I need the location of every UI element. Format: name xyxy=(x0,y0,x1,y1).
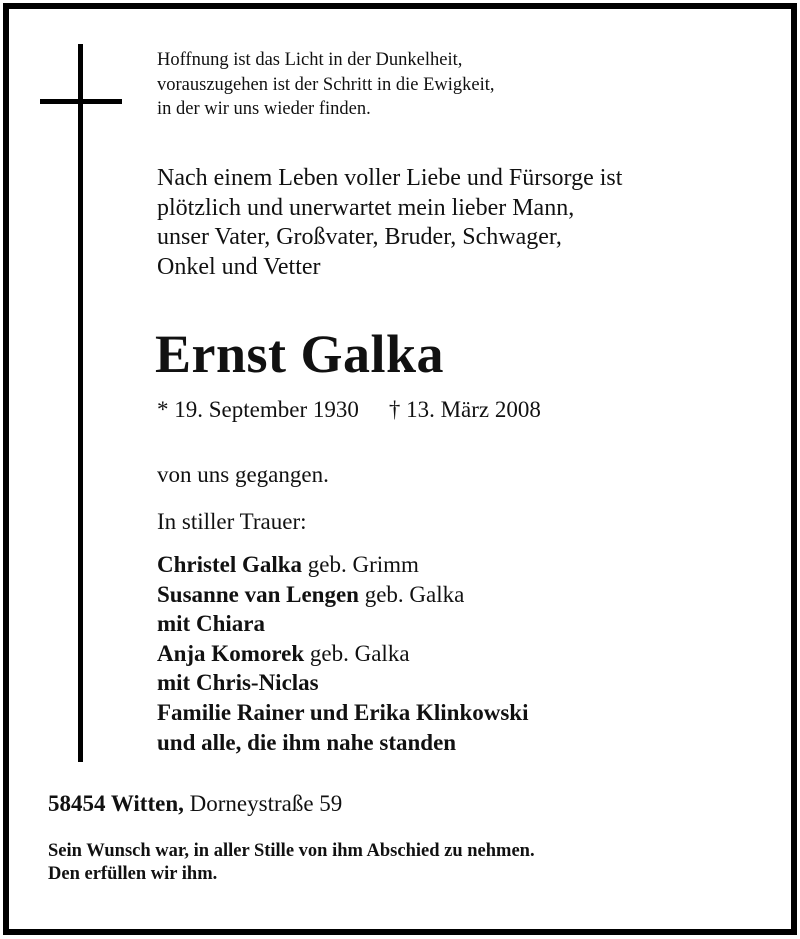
birth-date: * 19. September 1930 xyxy=(157,397,359,422)
farewell-wish xyxy=(48,840,535,886)
deceased-name: Ernst Galka xyxy=(155,324,445,384)
mourner-entry xyxy=(157,550,528,580)
cross-icon xyxy=(78,44,83,762)
mourner-entry xyxy=(157,580,528,610)
mourner-entry xyxy=(157,609,528,639)
mourner-name: Susanne van Lengen xyxy=(157,581,359,607)
address-city: 58454 Witten, xyxy=(48,791,184,816)
intro-line: unser Vater, Großvater, Bruder, Schwager, xyxy=(157,224,562,250)
mourner-maiden-name: geb. Galka xyxy=(304,640,410,666)
mourner-maiden-name: geb. Grimm xyxy=(302,552,419,577)
address xyxy=(48,790,342,818)
intro-line: Nach einem Leben voller Liebe und Fürsorge ist xyxy=(157,165,623,191)
motto-verse xyxy=(157,48,495,122)
motto-line: in der wir uns wieder finden. xyxy=(157,99,371,119)
motto-line: Hoffnung ist das Licht in der Dunkelheit, xyxy=(157,50,463,70)
mourner-name: mit Chiara xyxy=(157,611,265,637)
wish-line: Den erfüllen wir ihm. xyxy=(48,864,218,884)
wish-line: Sein Wunsch war, in aller Stille von ihm Abschied zu nehmen. xyxy=(48,841,535,861)
departed-text: von uns gegangen. xyxy=(157,462,329,487)
address-street: Dorneystraße 59 xyxy=(183,791,343,816)
cross-icon-bar xyxy=(40,99,122,104)
death-date: † 13. März 2008 xyxy=(388,397,541,422)
mourning-heading: In stiller Trauer: xyxy=(157,509,307,534)
intro-text xyxy=(157,164,622,282)
mourner-name: Christel Galka xyxy=(157,552,303,577)
mourner-entry xyxy=(157,728,528,758)
mourner-entry xyxy=(157,698,528,728)
mourner-maiden-name: geb. Galka xyxy=(358,581,465,607)
mourner-name: mit Chris-Niclas xyxy=(157,670,319,696)
intro-line: Onkel und Vetter xyxy=(157,253,321,280)
mourner-entry xyxy=(157,668,528,698)
life-dates xyxy=(157,396,541,424)
mourner-name: Familie Rainer und Erika Klinkowski xyxy=(157,699,529,725)
mourner-name: und alle, die ihm nahe standen xyxy=(157,729,457,755)
mourners-list xyxy=(157,550,528,757)
motto-line: vorauszugehen ist der Schritt in die Ewigkeit, xyxy=(157,74,495,95)
mourner-entry xyxy=(157,639,528,669)
mourner-name: Anja Komorek xyxy=(157,640,305,666)
intro-line: plötzlich und unerwartet mein lieber Mann, xyxy=(157,194,575,221)
